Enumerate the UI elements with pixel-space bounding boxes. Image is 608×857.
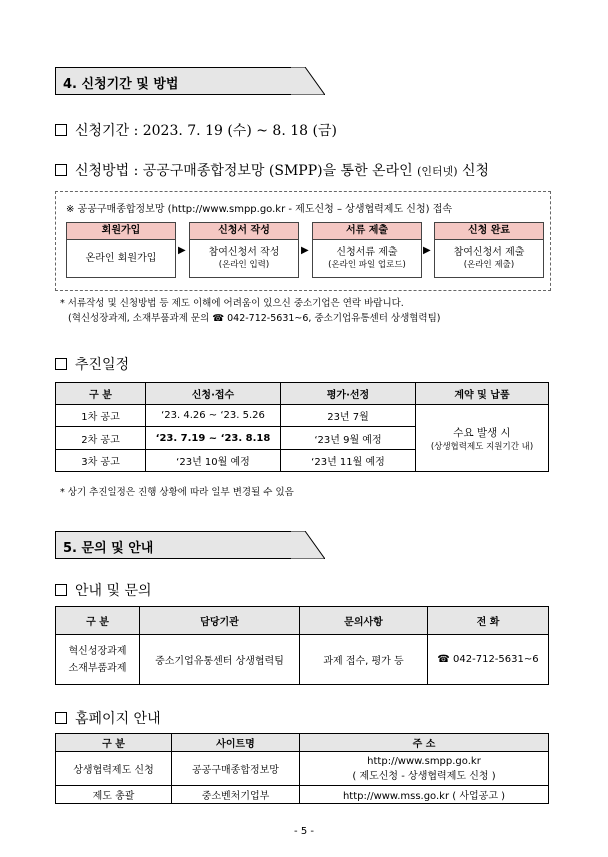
table-cell <box>300 752 549 786</box>
table-cell: 23년 7월 <box>281 405 416 427</box>
step-header: 신청서 작성 <box>189 222 299 240</box>
process-box <box>55 191 551 291</box>
url-note: ( 제도신청 - 상생협력제도 신청 ) <box>352 770 496 782</box>
section-5-title: 5. 문의 및 안내 <box>63 541 154 556</box>
inquiry-note-line1: * 서류작성 및 신청방법 등 제도 이해에 어려움이 있으신 중소기업은 연락 바랍니다. <box>60 298 404 309</box>
table-cell: 중소벤처기업부 <box>172 786 300 804</box>
table-cell: 제도 총괄 <box>56 786 172 804</box>
step-complete <box>434 222 544 282</box>
inquiry-note-line2: (혁신성장과제, 소재부품과제 문의 ☎ 042-712-5631~6, 중소기업유통센터 상생협력팀) <box>68 313 441 324</box>
contract-line2: (상생협력제도 지원기간 내) <box>430 441 534 452</box>
step-desc: 온라인 회원가입 <box>85 253 157 264</box>
period-line <box>55 120 337 140</box>
table-header: 평가·선정 <box>281 383 416 405</box>
table-cell: 1차 공고 <box>56 405 146 427</box>
schedule-heading-text: 추진일정 <box>75 357 130 373</box>
period-label: 신청기간 <box>75 123 130 139</box>
process-note: ※ 공공구매종합정보망 (http://www.smpp.go.kr - 제도신청 – 상생협력제도 신청) 접속 <box>66 204 453 215</box>
table-cell: ‘23년 9월 예정 <box>281 427 416 450</box>
table-header: 문의사항 <box>300 607 428 635</box>
table-row <box>56 752 549 786</box>
table-cell: 공공구매종합정보망 <box>172 752 300 786</box>
step-signup <box>66 222 176 282</box>
table-cell: ‘23년 11월 예정 <box>281 450 416 472</box>
contact-table <box>55 606 549 685</box>
table-header: 구 분 <box>56 734 172 752</box>
section-4-header <box>55 67 325 95</box>
step-desc: 참여신청서 제출 <box>453 247 525 258</box>
step-header: 서류 제출 <box>312 222 422 240</box>
table-cell: 중소기업유통센터 상생협력팀 <box>140 635 300 685</box>
homepage-heading <box>55 708 161 728</box>
table-cell: ‘23. 7.19 ~ ‘23. 8.18 <box>146 427 281 450</box>
section-5-header <box>55 531 325 559</box>
method-value: : 공공구매종합정보망 (SMPP)을 통한 온라인 <box>133 163 413 179</box>
method-value-small: (인터넷) <box>417 165 458 178</box>
checkbox-square-icon <box>55 358 67 370</box>
table-cell: 과제 접수, 평가 등 <box>300 635 428 685</box>
table-row <box>56 635 549 685</box>
url-link[interactable]: http://www.mss.go.kr ( 사업공고 ) <box>300 786 549 804</box>
method-label: 신청방법 <box>75 163 130 179</box>
checkbox-square-icon <box>55 584 67 596</box>
table-header: 전 화 <box>428 607 549 635</box>
contact-heading <box>55 580 152 600</box>
url-link[interactable]: http://www.smpp.go.kr <box>367 755 481 767</box>
table-header: 담당기관 <box>140 607 300 635</box>
method-value-end: 신청 <box>462 163 490 179</box>
schedule-note: * 상기 추진일정은 진행 상황에 따라 일부 변경될 수 있음 <box>60 487 294 498</box>
table-header: 구 분 <box>56 607 140 635</box>
contract-cell <box>416 405 549 472</box>
page-number: - 5 - <box>294 826 314 837</box>
contract-line1: 수요 발생 시 <box>453 426 511 439</box>
arrow-icon: ▶ <box>301 245 309 256</box>
schedule-heading <box>55 354 129 374</box>
step-desc: 신청서류 제출 <box>336 247 398 258</box>
table-cell: 2차 공고 <box>56 427 146 450</box>
contact-heading-text: 안내 및 문의 <box>75 583 152 599</box>
div-line2: 소재부품과제 <box>68 662 127 674</box>
table-row <box>56 405 549 427</box>
table-cell: ‘23년 10월 예정 <box>146 450 281 472</box>
homepage-heading-text: 홈페이지 안내 <box>75 711 161 727</box>
step-header: 신청 완료 <box>434 222 544 240</box>
header-slant-shape <box>291 531 325 559</box>
homepage-table <box>55 733 549 804</box>
step-desc: 참여신청서 작성 <box>208 247 280 258</box>
table-cell <box>56 635 140 685</box>
table-cell: 상생협력제도 신청 <box>56 752 172 786</box>
step-sub: (온라인 입력) <box>218 260 270 270</box>
table-cell: ‘23. 4.26 ~ ‘23. 5.26 <box>146 405 281 427</box>
checkbox-square-icon <box>55 712 67 724</box>
period-value: : 2023. 7. 19 (수) ~ 8. 18 (금) <box>133 123 337 139</box>
table-header: 구 분 <box>56 383 146 405</box>
table-header: 신청·접수 <box>146 383 281 405</box>
checkbox-square-icon <box>55 164 67 176</box>
table-header: 계약 및 납품 <box>416 383 549 405</box>
section-4-title: 4. 신청기간 및 방법 <box>63 77 179 92</box>
table-header: 사이트명 <box>172 734 300 752</box>
inquiry-note <box>60 296 441 326</box>
step-sub: (온라인 제출) <box>463 260 515 270</box>
table-row <box>56 786 549 804</box>
div-line1: 혁신성장과제 <box>68 645 127 657</box>
step-write <box>189 222 299 282</box>
step-sub: (온라인 파일 업로드) <box>328 260 406 270</box>
method-line <box>55 160 489 180</box>
phone-cell: ☎ 042-712-5631~6 <box>428 635 549 685</box>
table-header: 주 소 <box>300 734 549 752</box>
checkbox-square-icon <box>55 124 67 136</box>
header-slant-shape <box>291 67 325 95</box>
table-cell: 3차 공고 <box>56 450 146 472</box>
schedule-table <box>55 382 549 472</box>
arrow-icon: ▶ <box>178 245 186 256</box>
step-submit-docs <box>312 222 422 282</box>
arrow-icon: ▶ <box>423 245 431 256</box>
step-header: 회원가입 <box>66 222 176 240</box>
